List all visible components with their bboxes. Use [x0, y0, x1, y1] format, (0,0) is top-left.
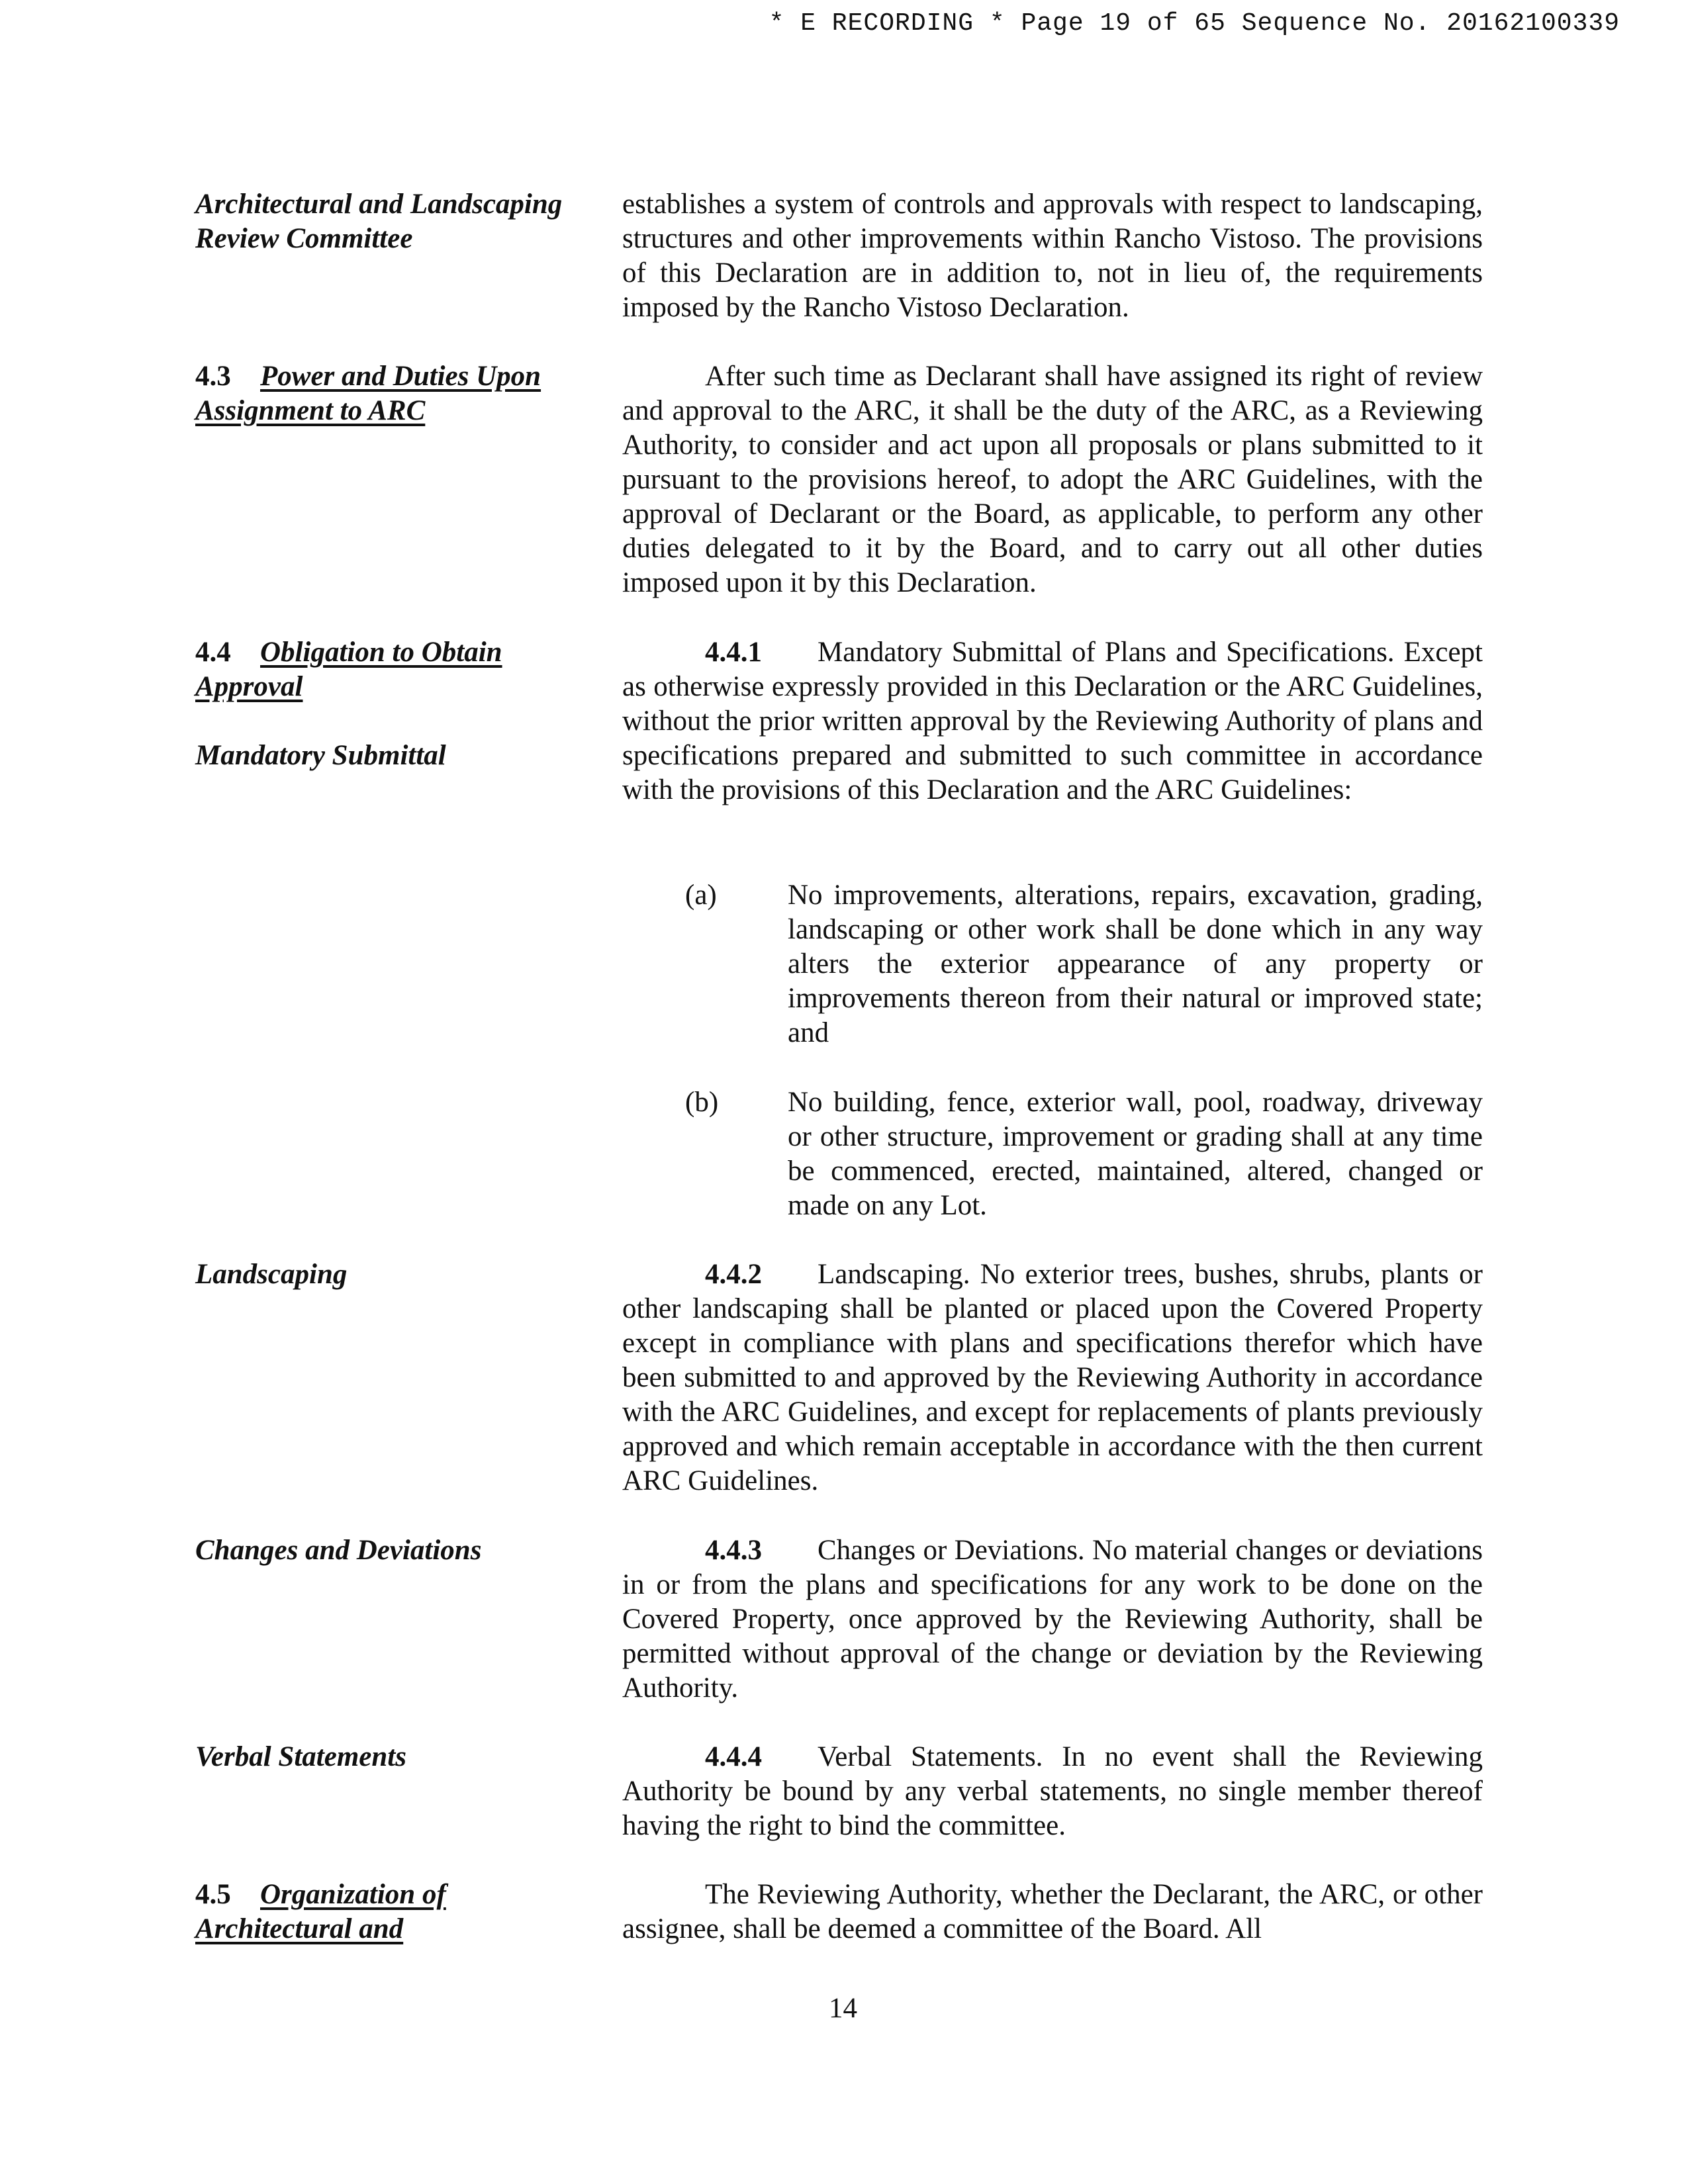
section-number: 4.5: [195, 1879, 231, 1910]
arc-body-text: establishes a system of controls and approvals with respect to landscaping, structures and other improvements within Rancho Vistoso. The provisions of this Declaration are in addition to, not in lieu of, the requirements imposed by the Rancho Vistoso Declaration.: [622, 189, 1483, 323]
page-number: 14: [829, 1993, 857, 2024]
list-item: [685, 878, 1483, 1050]
recording-header: * E RECORDING * Page 19 of 65 Sequence No. 20162100339: [769, 9, 1620, 38]
section-number: 4.4: [195, 637, 231, 668]
list-item: [685, 1085, 1483, 1223]
section-4-4-2-body: 4.4.2 Landscaping. No exterior trees, bushes, shrubs, plants or other landscaping shall be planted or placed upon the Covered Property except in compliance with plans and specifications therefor which have been submitted to and approved by the Reviewing Authority in accordance with the ARC Guidelines, and except for replacements of plants previously approved and which remain acceptable in accordance with the then current ARC Guidelines.: [622, 1259, 1483, 1496]
list-item-text: No building, fence, exterior wall, pool, roadway, driveway or other structure, improvement or grading shall at any time be commenced, erected, maintained, altered, changed or made on any Lot.: [788, 1087, 1483, 1221]
section-title: Power and Duties Upon Assignment to ARC: [195, 361, 541, 426]
side-label-mandatory-submittal: Mandatory Submittal: [195, 740, 446, 771]
section-4-3-body: After such time as Declarant shall have assigned its right of review and approval to the ARC, it shall be the duty of the ARC, as a Reviewing Authority, to consider and act upon all proposals or plans submitted to it pursuant to the provisions hereof, to adopt the ARC Guidelines, with the approval of Declarant or the Board, as applicable, to perform any other duties delegated to it by the Board, and to carry out all other duties imposed upon it by this Declaration.: [622, 361, 1483, 598]
arc-side-label: Architectural and Landscaping Review Committee: [195, 189, 563, 254]
subsection-number: 4.4.4: [705, 1741, 762, 1772]
section-4-4-4-body: 4.4.4 Verbal Statements. In no event shall the Reviewing Authority be bound by any verbal statements, no single member thereof having the right to bind the committee.: [622, 1741, 1483, 1841]
side-label-landscaping: Landscaping: [195, 1259, 348, 1290]
subsection-number: 4.4.3: [705, 1535, 762, 1566]
list-item-label: (b): [685, 1087, 719, 1118]
subsection-number: 4.4.2: [705, 1259, 762, 1290]
section-4-5-body: The Reviewing Authority, whether the Declarant, the ARC, or other assignee, shall be deemed a committee of the Board. All: [622, 1879, 1483, 1944]
list-item-label: (a): [685, 880, 717, 911]
section-title: Obligation to Obtain Approval: [195, 637, 502, 702]
subsection-number: 4.4.1: [705, 637, 762, 668]
side-label-changes-deviations: Changes and Deviations: [195, 1535, 482, 1566]
section-4-4-3-body: 4.4.3 Changes or Deviations. No material changes or deviations in or from the plans and specifications for any work to be done on the Covered Property, once approved by the Reviewing Authority, shall be permitted without approval of the change or deviation by the Reviewing Authority.: [622, 1535, 1483, 1704]
section-title: Organization of Architectural and: [195, 1879, 446, 1944]
list-item-text: No improvements, alterations, repairs, excavation, grading, landscaping or other work shall be done which in any way alters the exterior appearance of any property or improvements thereon from their natural or improved state; and: [788, 880, 1483, 1048]
section-number: 4.3: [195, 361, 231, 392]
section-4-4-1-body: 4.4.1 Mandatory Submittal of Plans and Specifications. Except as otherwise expressly provided in this Declaration or the ARC Guidelines, without the prior written approval by the Reviewing Authority of plans and specifications prepared and submitted to such committee in accordance with the provisions of this Declaration and the ARC Guidelines:: [622, 637, 1483, 805]
side-label-verbal-statements: Verbal Statements: [195, 1741, 406, 1772]
